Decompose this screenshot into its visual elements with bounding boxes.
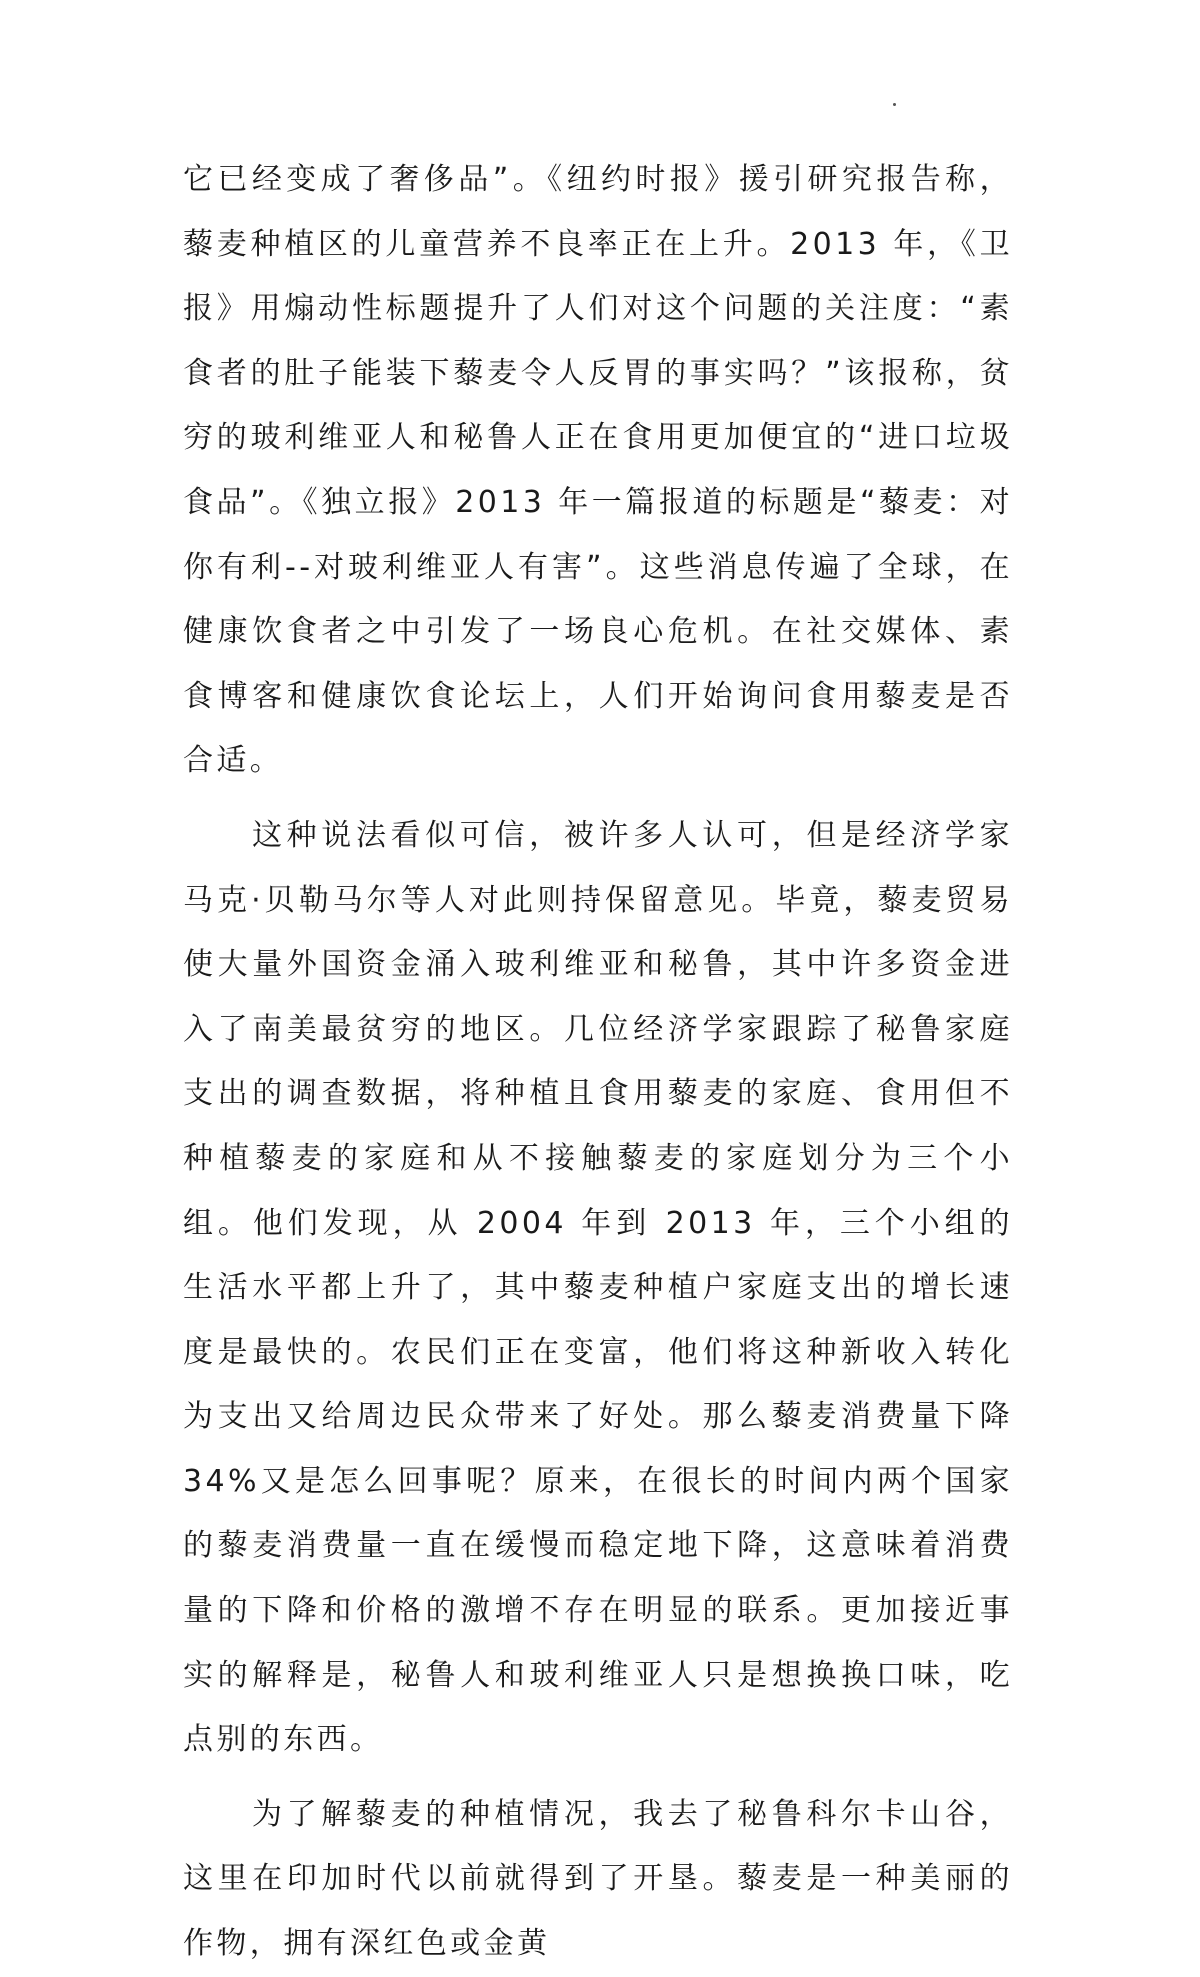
- paragraph-1: 它已经变成了奢侈品”。《纽约时报》援引研究报告称，藜麦种植区的儿童营养不良率正在上升。2013 年，《卫报》用煽动性标题提升了人们对这个问题的关注度：“素食者的肚子能装下藜麦令人反胃的事实吗？”该报称，贫穷的玻利维亚人和秘鲁人正在食用更加便宜的“进口垃圾食品”。《独立报》2013 年一篇报道的标题是“藜麦：对你有利--对玻利维亚人有害”。这些消息传遍了全球，在健康饮食者之中引发了一场良心危机。在社交媒体、素食博客和健康饮食论坛上，人们开始询问食用藜麦是否合适。: [183, 162, 1013, 779]
- paragraph-2: 这种说法看似可信，被许多人认可，但是经济学家马克·贝勒马尔等人对此则持保留意见。毕竟，藜麦贸易使大量外国资金涌入玻利维亚和秘鲁，其中许多资金进入了南美最贫穷的地区。几位经济学家跟踪了秘鲁家庭支出的调查数据，将种植且食用藜麦的家庭、食用但不种植藜麦的家庭和从不接触藜麦的家庭划分为三个小组。他们发现，从 2004 年到 2013 年，三个小组的生活水平都上升了，其中藜麦种植户家庭支出的增长速度是最快的。农民们正在变富，他们将这种新收入转化为支出又给周边民众带来了好处。那么藜麦消费量下降 34%又是怎么回事呢？原来，在很长的时间内两个国家的藜麦消费量一直在缓慢而稳定地下降，这意味着消费量的下降和价格的激增不存在明显的联系。更加接近事实的解释是，秘鲁人和玻利维亚人只是想换换口味，吃点别的东西。: [183, 817, 1013, 1758]
- body-text: [183, 148, 1013, 1977]
- paragraph-3: 为了解藜麦的种植情况，我去了秘鲁科尔卡山谷，这里在印加时代以前就得到了开垦。藜麦是一种美丽的作物，拥有深红色或金黄: [183, 1796, 1013, 1962]
- scan-speck: [893, 103, 896, 106]
